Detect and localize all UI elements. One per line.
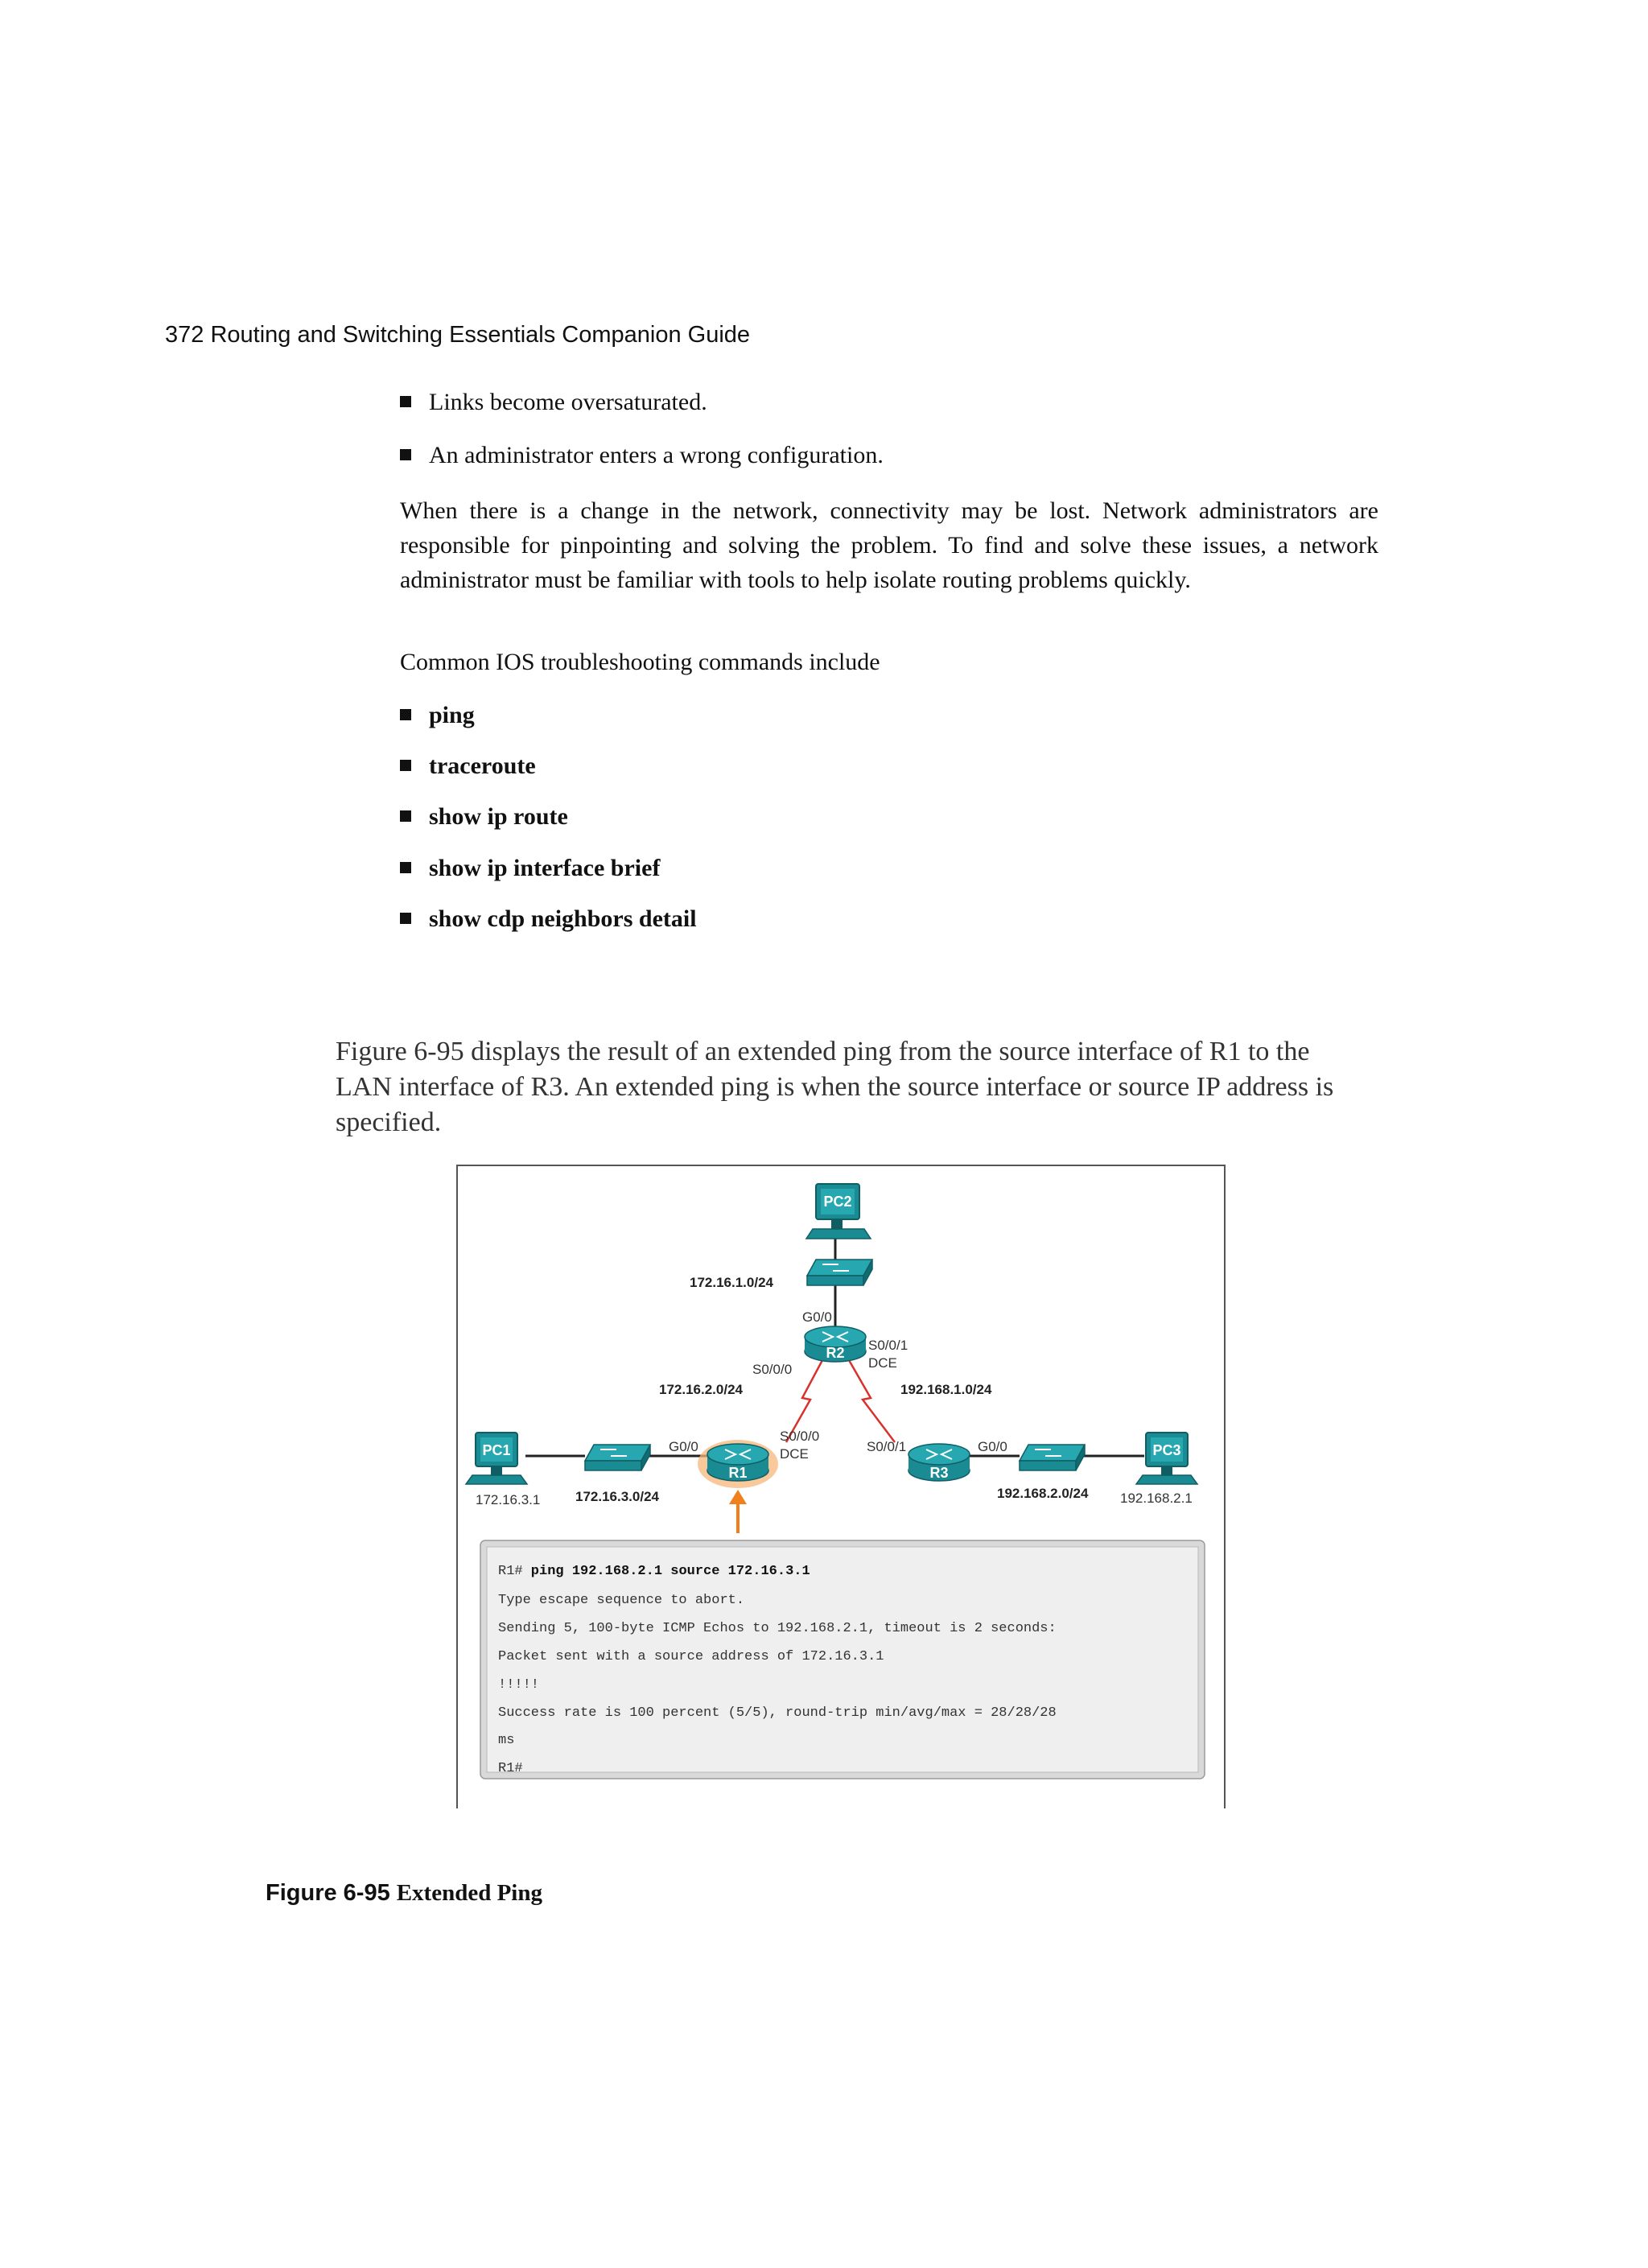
command-item — [400, 702, 475, 729]
command-text: traceroute — [429, 753, 536, 779]
console-line: !!!!! — [498, 1677, 540, 1693]
r2-g0-label: G0/0 — [802, 1309, 832, 1325]
command-item — [400, 803, 568, 831]
r1-router-icon — [698, 1440, 778, 1488]
r2-s001-label: S0/0/1 — [868, 1338, 908, 1353]
console-line: R1# — [498, 1761, 523, 1776]
pc3-icon — [1136, 1433, 1197, 1484]
running-head: 372 Routing and Switching Essentials Companion Guide — [165, 322, 751, 348]
bullet-square-icon — [400, 913, 411, 924]
pc1-ip-label: 172.16.3.1 — [476, 1492, 541, 1507]
r1-s000-label: S0/0/0 — [780, 1429, 820, 1444]
pc2-label: PC2 — [823, 1194, 852, 1210]
bullet-square-icon — [400, 449, 411, 460]
command-text: show ip interface brief — [429, 855, 661, 881]
bullet-square-icon — [400, 862, 411, 873]
figure-caption-title: Extended Ping — [396, 1880, 542, 1906]
figure-extended-ping — [456, 1165, 1226, 1815]
pc3-ip-label: 192.168.2.1 — [1120, 1491, 1193, 1506]
console-command: ping 192.168.2.1 source 172.16.3.1 — [522, 1564, 810, 1579]
pc1-label: PC1 — [482, 1442, 511, 1458]
console-output — [480, 1540, 1205, 1779]
r1-g0-label: G0/0 — [669, 1439, 698, 1454]
bullet-text: Links become oversaturated. — [429, 389, 707, 415]
bullet-item — [400, 442, 884, 469]
r2-s000-label: S0/0/0 — [752, 1362, 793, 1377]
switch-icon — [1020, 1445, 1085, 1470]
net-pc1-label: 172.16.3.0/24 — [575, 1489, 659, 1504]
net-pc3-label: 192.168.2.0/24 — [997, 1486, 1089, 1501]
console-line: ms — [498, 1733, 515, 1748]
body-paragraph: Common IOS troubleshooting commands include — [400, 649, 880, 675]
console-line: Packet sent with a source address of 172.16.3.1 — [498, 1649, 884, 1664]
switch-icon — [807, 1260, 872, 1285]
figure-intro-paragraph: Figure 6-95 displays the result of an extended ping from the source interface of R1 to the LAN interface of R3. An extended ping is when the source interface or source IP address is specified. — [336, 1037, 1334, 1137]
net-r2r3-label: 192.168.1.0/24 — [900, 1382, 992, 1397]
r3-router-icon — [908, 1444, 970, 1481]
frame-bottom-mask — [456, 1808, 1226, 1815]
pc1-icon — [466, 1433, 527, 1484]
console-line: Success rate is 100 percent (5/5), round-trip min/avg/max = 28/28/28 — [498, 1705, 1057, 1721]
r3-g0-label: G0/0 — [978, 1439, 1007, 1454]
command-text: ping — [429, 702, 475, 728]
r1-label: R1 — [728, 1465, 748, 1481]
net-r1r2-label: 172.16.2.0/24 — [659, 1382, 743, 1397]
figure-caption-label: Figure 6-95 — [266, 1880, 390, 1906]
command-text: show ip route — [429, 803, 568, 830]
figure-caption — [266, 1880, 542, 1907]
bullet-item — [400, 389, 707, 416]
switch-icon — [585, 1445, 650, 1470]
r1-dce-label: DCE — [780, 1446, 809, 1462]
r2-dce-label: DCE — [868, 1355, 897, 1371]
console-line: Sending 5, 100-byte ICMP Echos to 192.168.2.1, timeout is 2 seconds: — [498, 1621, 1057, 1636]
body-paragraph: When there is a change in the network, connectivity may be lost. Network administrators are responsible for pinpointing and solving the problem. To find and solve these issues, a network administrator must be familiar with tools to help isolate routing problems quickly. — [400, 497, 1378, 593]
console-command-line — [498, 1564, 810, 1579]
topology-diagram — [456, 1165, 1226, 1815]
r2-router-icon — [805, 1326, 866, 1362]
bullet-square-icon — [400, 709, 411, 720]
command-item — [400, 905, 697, 933]
bullet-square-icon — [400, 810, 411, 822]
bullet-square-icon — [400, 396, 411, 407]
console-line: Type escape sequence to abort. — [498, 1593, 745, 1608]
command-text: show cdp neighbors detail — [429, 905, 697, 932]
bullet-text: An administrator enters a wrong configuration. — [429, 442, 884, 468]
bullet-square-icon — [400, 760, 411, 771]
r2-label: R2 — [826, 1345, 845, 1361]
net-pc2-label: 172.16.1.0/24 — [690, 1275, 773, 1290]
console-prompt: R1# — [498, 1564, 523, 1579]
r3-label: R3 — [929, 1465, 949, 1481]
command-item — [400, 855, 660, 882]
pc3-label: PC3 — [1152, 1442, 1181, 1458]
command-item — [400, 753, 536, 780]
r3-s001-label: S0/0/1 — [867, 1439, 907, 1454]
